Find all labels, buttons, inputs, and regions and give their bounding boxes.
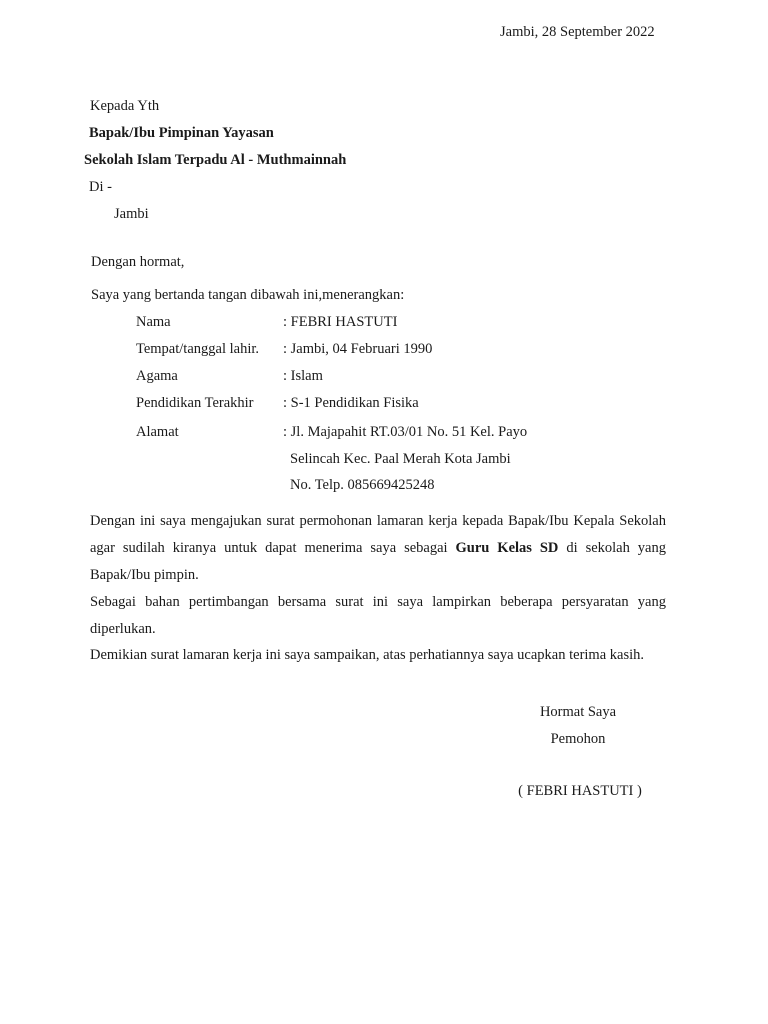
body-paragraph-2: Sebagai bahan pertimbangan bersama surat ini saya lampirkan beberapa persyaratan yang diperlukan.	[90, 594, 666, 637]
closing-salutation: Hormat Saya	[539, 704, 617, 720]
address-continuation: Selincah Kec. Paal Merah Kota Jambi	[290, 451, 511, 467]
field-value: : S-1 Pendidikan Fisika	[283, 395, 419, 411]
phone-line: No. Telp. 085669425248	[290, 477, 435, 493]
field-label: Alamat	[136, 424, 179, 440]
field-label: Agama	[136, 368, 178, 384]
field-label: Tempat/tanggal lahir.	[136, 341, 260, 357]
field-value: : FEBRI HASTUTI	[283, 314, 398, 330]
body-paragraph-1	[90, 508, 666, 589]
body-text: di sekolah yang Bapak/Ibu pimpin.	[90, 540, 666, 583]
body-text: Dengan ini saya mengajukan surat permohonan lamaran kerja kepada Bapak/Ibu Kepala Sekolah agar sudilah kiranya untuk dapat menerima saya sebagai	[90, 513, 666, 556]
place-date: Jambi, 28 September 2022	[500, 24, 655, 40]
recipient-to: Kepada Yth	[90, 98, 160, 114]
position-applied: Guru Kelas SD	[455, 540, 559, 556]
body-paragraph-3: Demikian surat lamaran kerja ini saya sampaikan, atas perhatiannya saya ucapkan terima kasih.	[90, 647, 645, 663]
greeting: Dengan hormat,	[91, 254, 185, 270]
recipient-di: Di -	[89, 179, 112, 195]
recipient-line2: Sekolah Islam Terpadu Al - Muthmainnah	[84, 152, 347, 168]
recipient-line1: Bapak/Ibu Pimpinan Yayasan	[89, 125, 274, 141]
intro-line: Saya yang bertanda tangan dibawah ini,menerangkan:	[91, 287, 405, 303]
closing-role: Pemohon	[550, 731, 606, 747]
field-label: Nama	[136, 314, 171, 330]
signer-name: ( FEBRI HASTUTI )	[518, 783, 642, 799]
field-value: : Islam	[283, 368, 323, 384]
field-label: Pendidikan Terakhir	[136, 395, 254, 411]
recipient-city: Jambi	[114, 206, 149, 222]
field-value: : Jl. Majapahit RT.03/01 No. 51 Kel. Payo	[283, 424, 528, 440]
field-value: : Jambi, 04 Februari 1990	[283, 341, 433, 357]
